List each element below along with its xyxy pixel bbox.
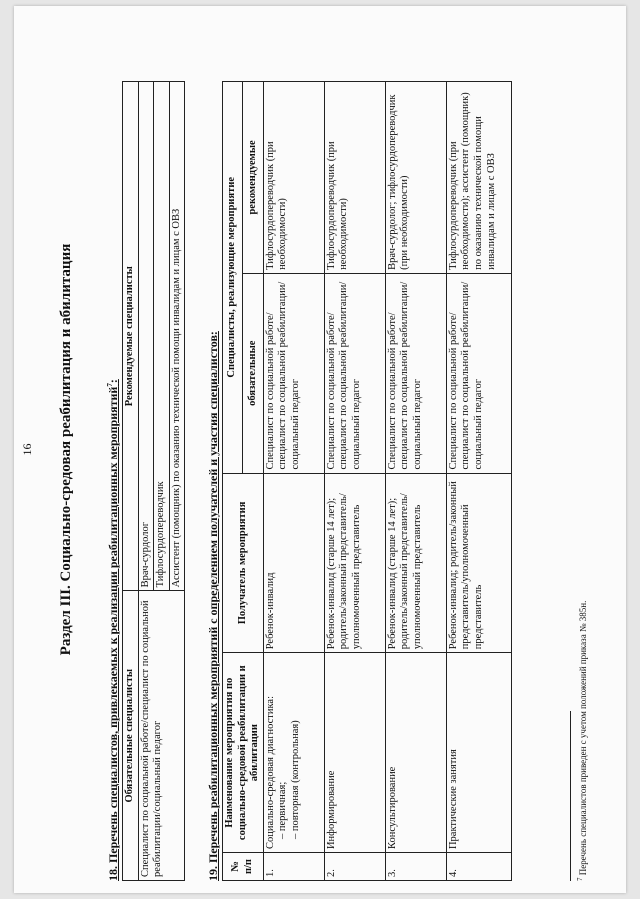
recommended-specialist-3: Ассистент (помощник) по оказанию технической помощи инвалидам и лицам с ОВЗ [169,82,185,591]
table-row [324,82,385,881]
section-title: Раздел III. Социально-средовая реабилитация и абилитация [58,243,74,656]
mandatory-specialists: Специалист по социальной работе/специалист по социальной реабилитации/социальный педагог [446,273,511,473]
footnote [576,601,588,881]
column-recommended-header: рекомендуемые [243,82,263,274]
mandatory-specialists-header: Обязательные специалисты [123,591,139,881]
recommended-specialists: Тифлосурдопереводчик (при необходимости) [324,82,385,274]
measure-name: Информирование [324,653,385,853]
table-row [446,82,511,881]
row-number: 2. [324,853,385,881]
page-number: 16 [20,443,34,456]
recommended-specialists-header: Рекомендуемые специалисты [123,82,139,591]
measure-name: Практические занятия [446,653,511,853]
specialists-header-row [123,82,139,881]
measures-table [222,81,512,881]
recommended-specialist-1: Врач-сурдолог [138,82,154,591]
column-recipient-header: Получатель мероприятия [223,473,264,653]
section-18-heading-colon: : [106,379,120,384]
measure-option: – первичная; [277,781,289,840]
measure-name: Консультирование [385,653,446,853]
mandatory-specialists: Специалист по социальной работе/специалист по социальной реабилитации/социальный педагог [385,273,446,473]
document-page [14,6,626,893]
specialists-row-1 [138,82,154,881]
recipient: Ребенок-инвалид [263,473,324,653]
section-18-heading-text: 18. Перечень специалистов, привлекаемых к реализации реабилитационных мероприятий [106,386,120,881]
mandatory-specialists-cell: Специалист по социальной работе/специалист по социальной реабилитации/социальный педагог [138,591,185,881]
recommended-specialist-2: Тифлосурдопереводчик [154,82,170,591]
recipient: Ребенок-инвалид; родитель/законный представитель/уполномоченный представитель [446,473,511,653]
measures-header-row-1 [223,82,243,881]
recommended-specialists: Тифлосурдопереводчик (при необходимости); ассистент (помощник) по оказанию технической помощи инвалидам и лицам с ОВЗ [446,82,511,274]
column-number-header: № п/п [223,853,264,881]
mandatory-specialists: Специалист по социальной работе/специалист по социальной реабилитации/социальный педагог [324,273,385,473]
recipient: Ребенок-инвалид (старше 14 лет); родитель/законный представитель/уполномоченный представитель [385,473,446,653]
column-specialists-header: Специалисты, реализующие мероприятие [223,82,243,474]
recipient: Ребенок-инвалид (старше 14 лет); родитель/законный представитель/уполномоченный представитель [324,473,385,653]
row-number: 4. [446,853,511,881]
row-number: 3. [385,853,446,881]
table-row [385,82,446,881]
row-number: 1. [263,853,324,881]
footnote-separator [570,711,571,881]
measure-option: – повторная (контрольная) [289,720,301,840]
section-18-heading [106,379,121,881]
footnote-mark: 7 [576,877,584,881]
measure-name-cell [263,653,324,853]
column-name-header: Наименование мероприятия по социально-средовой реабилитации и абилитации [223,653,264,853]
mandatory-specialists: Специалист по социальной работе/специалист по социальной реабилитации/социальный педагог [263,273,324,473]
recommended-specialists: Тифлосурдопереводчик (при необходимости) [263,82,324,274]
rotated-content [14,6,626,893]
footnote-reference: 7 [106,383,114,387]
specialists-table [122,81,185,881]
column-mandatory-header: обязательные [243,273,263,473]
measure-name: Социально-средовая диагностика: [264,695,276,850]
table-row [263,82,324,881]
footnote-text: Перечень специалистов приведен с учетом положений приказа № 385н. [578,600,588,876]
section-19-heading: 19. Перечень реабилитационных мероприятий с определением получателей и участия специалистов: [206,331,220,881]
recommended-specialists: Врач-сурдолог; тифлосурдопереводчик (при необходимости) [385,82,446,274]
